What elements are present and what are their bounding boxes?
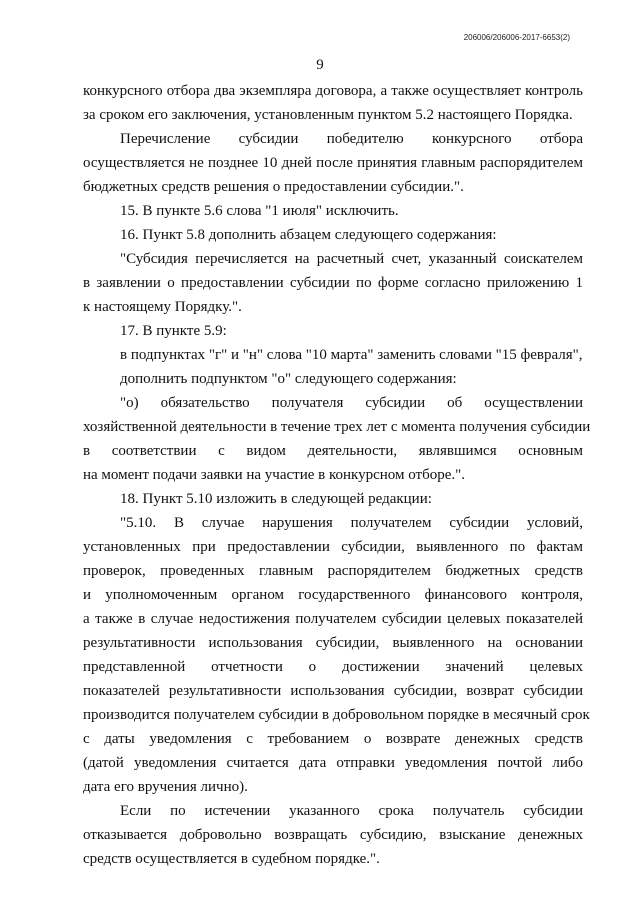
- text-line: установленных при предоставлении субсидии, выявленного по фактам: [83, 539, 583, 555]
- text-line: (датой уведомления считается дата отправки уведомления почтой либо: [83, 755, 583, 771]
- text-line: средств осуществляется в судебном порядке.".: [83, 851, 380, 867]
- text-line: результативности использования субсидии, выявленного на основании: [83, 635, 583, 651]
- text-line: 16. Пункт 5.8 дополнить абзацем следующего содержания:: [120, 227, 497, 243]
- page-number: 9: [316, 57, 324, 73]
- text-line: конкурсного отбора два экземпляра договора, а также осуществляет контроль: [83, 83, 583, 99]
- text-line: 17. В пункте 5.9:: [120, 323, 227, 339]
- text-line: на момент подачи заявки на участие в конкурсном отборе.".: [83, 467, 466, 483]
- text-line: осуществляется не позднее 10 дней после принятия главным распорядителем: [83, 155, 583, 171]
- text-line: хозяйственной деятельности в течение трех лет с момента получения субсидии: [83, 419, 591, 435]
- text-line: с даты уведомления с требованием о возврате денежных средств: [83, 731, 583, 747]
- text-line: проверок, проведенных главным распорядителем бюджетных средств: [83, 563, 583, 579]
- text-line: за сроком его заключения, установленным пунктом 5.2 настоящего Порядка.: [83, 107, 573, 123]
- text-line: бюджетных средств решения о предоставлении субсидии.".: [83, 179, 464, 195]
- text-line: "о) обязательство получателя субсидии об осуществлении: [120, 395, 583, 411]
- text-line: "Субсидия перечисляется на расчетный счет, указанный соискателем: [120, 251, 583, 267]
- document-id: 206006/206006-2017-6653(2): [463, 33, 570, 42]
- text-line: Если по истечении указанного срока получатель субсидии: [120, 803, 583, 819]
- text-line: в подпунктах "г" и "н" слова "10 марта" заменить словами "15 февраля",: [120, 347, 583, 363]
- text-line: Перечисление субсидии победителю конкурсного отбора: [120, 131, 583, 147]
- text-line: к настоящему Порядку.".: [83, 299, 242, 315]
- text-line: показателей результативности использования субсидии, возврат субсидии: [83, 683, 583, 699]
- text-line: в заявлении о предоставлении субсидии по форме согласно приложению 1: [83, 275, 583, 291]
- text-line: дополнить подпунктом "о" следующего содержания:: [120, 371, 457, 387]
- text-line: и уполномоченным органом государственного финансового контроля,: [83, 587, 583, 603]
- text-line: 15. В пункте 5.6 слова "1 июля" исключить.: [120, 203, 399, 219]
- text-line: представленной отчетности о достижении значений целевых: [83, 659, 583, 675]
- text-line: дата его вручения лично).: [83, 779, 248, 795]
- text-line: в соответствии с видом деятельности, являвшимся основным: [83, 443, 583, 459]
- text-line: а также в случае недостижения получателем субсидии целевых показателей: [83, 611, 583, 627]
- text-line: отказывается добровольно возвращать субсидию, взыскание денежных: [83, 827, 583, 843]
- text-line: производится получателем субсидии в добровольном порядке в месячный срок: [83, 707, 590, 723]
- text-line: "5.10. В случае нарушения получателем субсидии условий,: [120, 515, 583, 531]
- text-line: 18. Пункт 5.10 изложить в следующей редакции:: [120, 491, 432, 507]
